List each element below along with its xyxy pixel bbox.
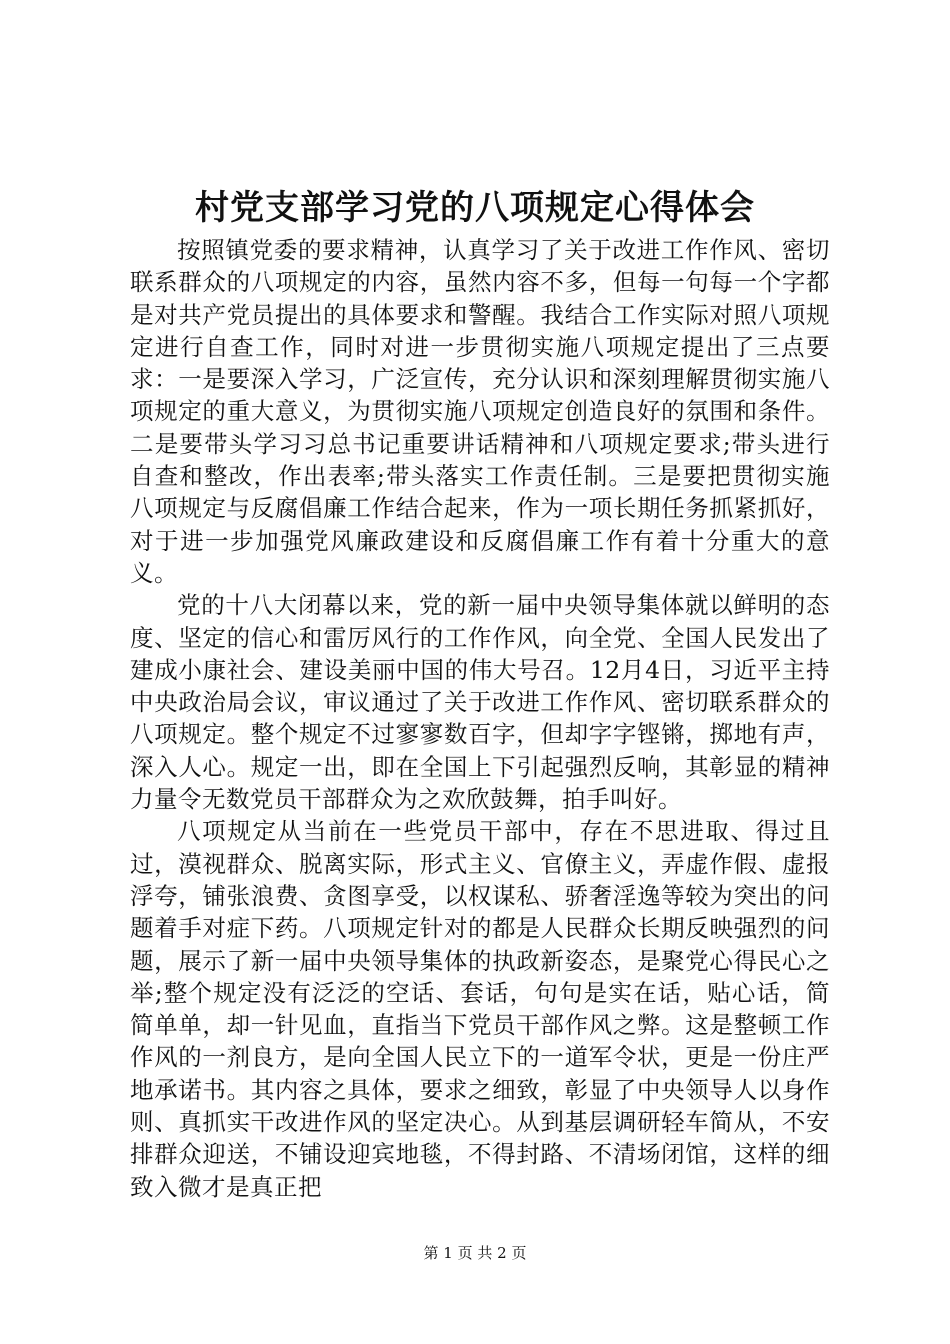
paragraph-3: 八项规定从当前在一些党员干部中，存在不思进取、得过且过，漠视群众、脱离实际，形式主义、官僚主义，弄虚作假、虚报浮夸，铺张浪费、贪图享受，以权谋私、骄奢淫逸等较为突出的问题着手对症下药。八项规定针对的都是人民群众长期反映强烈的问题，展示了新一届中央领导集体的执政新姿态，是聚党心得民心之举;整个规定没有泛泛的空话、套话，句句是实在话，贴心话，简简单单，却一针见血，直指当下党员干部作风之弊。这是整顿工作作风的一剂良方，是向全国人民立下的一道军令状，更是一份庄严地承诺书。其内容之具体，要求之细致，彰显了中央领导人以身作则、真抓实干改进作风的坚定决心。从到基层调研轻车简从，不安排群众迎送，不铺设迎宾地毯，不得封路、不清场闭馆，这样的细致入微才是真正把 bbox=[130, 817, 830, 1201]
document-body bbox=[130, 234, 830, 1203]
page-footer: 第 1 页 共 2 页 bbox=[423, 1244, 527, 1262]
paragraph-1: 按照镇党委的要求精神，认真学习了关于改进工作作风、密切联系群众的八项规定的内容，虽然内容不多，但每一句每一个字都是对共产党员提出的具体要求和警醒。我结合工作实际对照八项规定进行自查工作，同时对进一步贯彻实施八项规定提出了三点要求：一是要深入学习，广泛宣传，充分认识和深刻理解贯彻实施八项规定的重大意义，为贯彻实施八项规定创造良好的氛围和条件。二是要带头学习习总书记重要讲话精神和八项规定要求;带头进行自查和整改，作出表率;带头落实工作责任制。三是要把贯彻实施八项规定与反腐倡廉工作结合起来，作为一项长期任务抓紧抓好，对于进一步加强党风廉政建设和反腐倡廉工作有着十分重大的意义。 bbox=[130, 236, 830, 587]
document-title: 村党支部学习党的八项规定心得体会 bbox=[195, 188, 755, 228]
paragraph-2: 党的十八大闭幕以来，党的新一届中央领导集体就以鲜明的态度、坚定的信心和雷厉风行的工作作风，向全党、全国人民发出了建成小康社会、建设美丽中国的伟大号召。12月4日，习近平主持中央政治局会议，审议通过了关于改进工作作风、密切联系群众的八项规定。整个规定不过寥寥数百字，但却字字铿锵，掷地有声，深入人心。规定一出，即在全国上下引起强烈反响，其彰显的精神力量令无数党员干部群众为之欢欣鼓舞，拍手叫好。 bbox=[130, 591, 830, 814]
